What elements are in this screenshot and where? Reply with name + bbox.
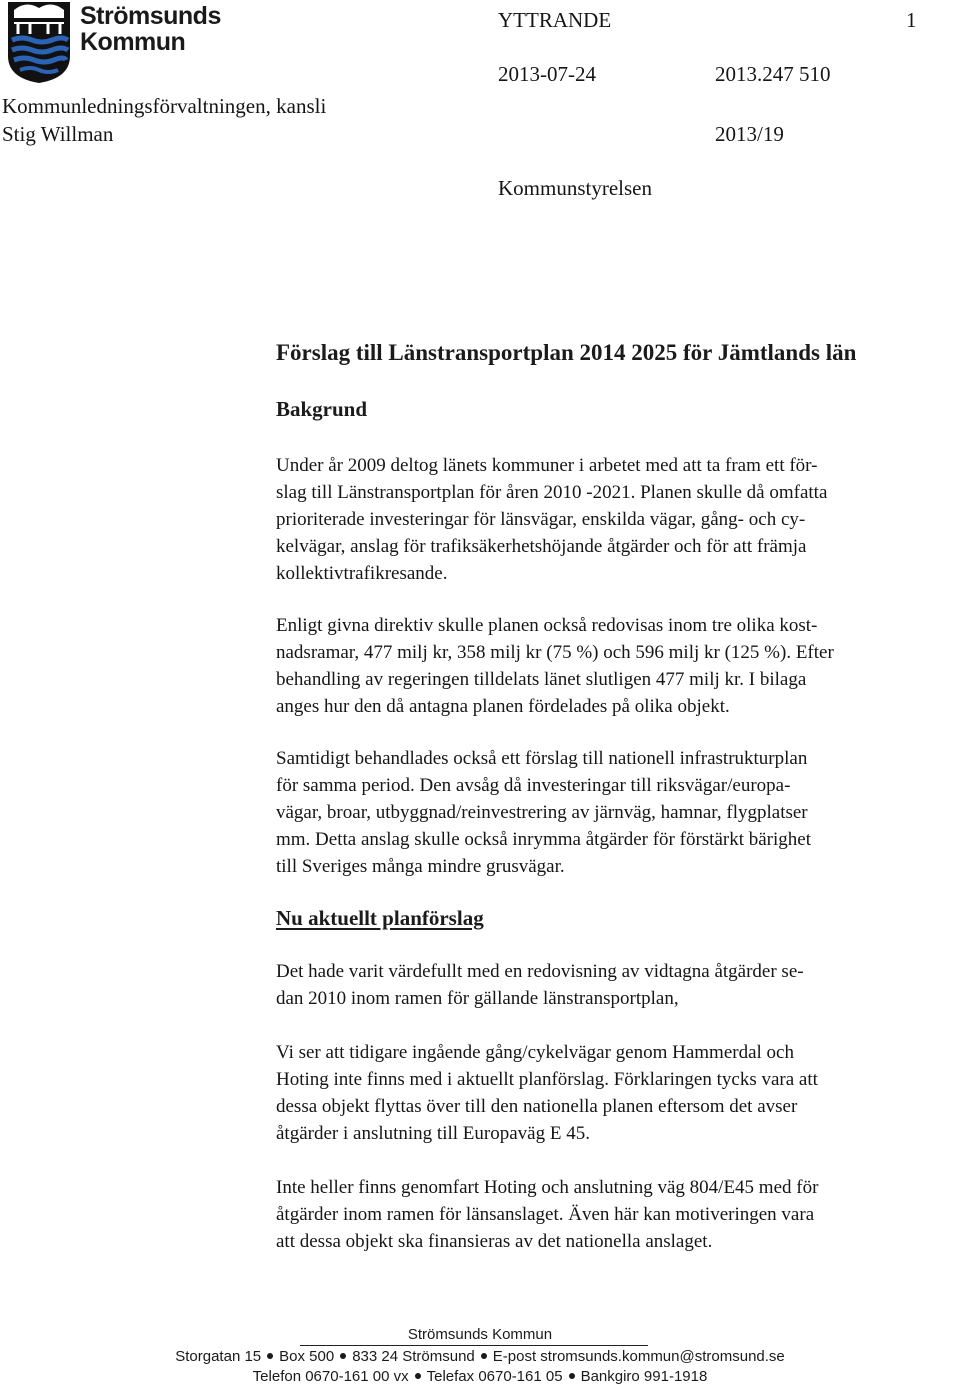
footer-contact-line (0, 1368, 960, 1385)
text-line: behandling av regeringen tilldelats länet slutligen 477 milj kr. I bilaga (276, 669, 807, 690)
bullet-icon (415, 1373, 421, 1379)
department: Kommunledningsförvaltningen, kansli (2, 94, 327, 118)
text-line: Det hade varit värdefullt med en redovisning av vidtagna åtgärder se- (276, 961, 804, 982)
footer-address-line (0, 1348, 960, 1365)
text-line: Hoting inte finns med i aktuellt planförslag. Förklaringen tycks vara att (276, 1069, 818, 1090)
author-name: Stig Willman (2, 122, 114, 146)
text-line: till Sveriges många mindre grusvägar. (276, 856, 565, 877)
coat-of-arms-icon (6, 0, 72, 84)
text-line: slag till Länstransportplan för åren 2010 -2021. Planen skulle då omfatta (276, 482, 828, 503)
text-line: för samma period. Den avsåg då investeringar till riksvägar/europa- (276, 775, 791, 796)
text-line: vägar, broar, utbyggnad/reinvestrering av järnväg, hamnar, flygplatser (276, 802, 808, 823)
text-line: mm. Detta anslag skulle också inrymma åtgärder för förstärkt bärighet (276, 829, 811, 850)
logo-text-line1: Strömsunds (80, 2, 221, 30)
footer-divider (300, 1345, 648, 1346)
document-date: 2013-07-24 (498, 62, 596, 86)
text-line: åtgärder inom ramen för länsanslaget. Även här kan motiveringen vara (276, 1204, 815, 1225)
paragraph-background-2 (276, 612, 960, 720)
bullet-icon (340, 1353, 346, 1359)
footer-street: Storgatan 15 (175, 1348, 262, 1365)
bullet-icon (481, 1353, 487, 1359)
section-heading-background: Bakgrund (276, 397, 368, 421)
text-line: dan 2010 inom ramen för gällande länstransportplan, (276, 988, 679, 1009)
footer-postal: 833 24 Strömsund (352, 1348, 475, 1365)
recipient: Kommunstyrelsen (498, 176, 652, 200)
logo-text-line2: Kommun (80, 28, 186, 56)
document-type: YTTRANDE (498, 8, 612, 32)
document-title: Förslag till Länstransportplan 2014 2025 för Jämtlands län (276, 340, 857, 365)
paragraph-background-3 (276, 745, 960, 880)
paragraph-current-3 (276, 1174, 960, 1255)
paragraph-current-1 (276, 958, 960, 1012)
text-line: prioriterade investeringar för länsvägar, enskilda vägar, gång- och cy- (276, 509, 806, 530)
text-line: anges hur den då antagna planen fördelades på olika objekt. (276, 696, 730, 717)
section-heading-current-proposal: Nu aktuellt planförslag (276, 906, 484, 930)
text-line: kelvägar, anslag för trafiksäkerhetshöjande åtgärder och för att främja (276, 536, 807, 557)
text-line: Vi ser att tidigare ingående gång/cykelvägar genom Hammerdal och (276, 1042, 794, 1063)
footer-fax: Telefax 0670-161 05 (426, 1368, 563, 1385)
text-line: kollektivtrafikresande. (276, 563, 448, 584)
bullet-icon (267, 1353, 273, 1359)
text-line: Inte heller finns genomfart Hoting och anslutning väg 804/E45 med för (276, 1177, 819, 1198)
reference-number: 2013.247 510 (715, 62, 831, 86)
text-line: Under år 2009 deltog länets kommuner i arbetet med att ta fram ett för- (276, 455, 818, 476)
text-line: nadsramar, 477 milj kr, 358 milj kr (75 %) och 596 milj kr (125 %). Efter (276, 642, 834, 663)
page-number: 1 (906, 8, 917, 32)
footer-org-name: Strömsunds Kommun (407, 1326, 553, 1343)
text-line: att dessa objekt ska finansieras av det nationella anslaget. (276, 1231, 713, 1252)
bullet-icon (569, 1373, 575, 1379)
paragraph-background-1 (276, 452, 960, 587)
footer-box: Box 500 (279, 1348, 335, 1365)
text-line: åtgärder i anslutning till Europaväg E 45. (276, 1123, 590, 1144)
footer-phone: Telefon 0670-161 00 vx (252, 1368, 409, 1385)
footer-email: E-post stromsunds.kommun@stromsund.se (492, 1348, 785, 1365)
footer-bankgiro: Bankgiro 991-1918 (580, 1368, 708, 1385)
municipality-logo (6, 0, 221, 86)
text-line: Enligt givna direktiv skulle planen också redovisas inom tre olika kost- (276, 615, 818, 636)
text-line: Samtidigt behandlades också ett förslag till nationell infrastrukturplan (276, 748, 808, 769)
case-number: 2013/19 (715, 122, 784, 146)
paragraph-current-2 (276, 1039, 960, 1147)
text-line: dessa objekt flyttas över till den nationella planen eftersom det avser (276, 1096, 798, 1117)
